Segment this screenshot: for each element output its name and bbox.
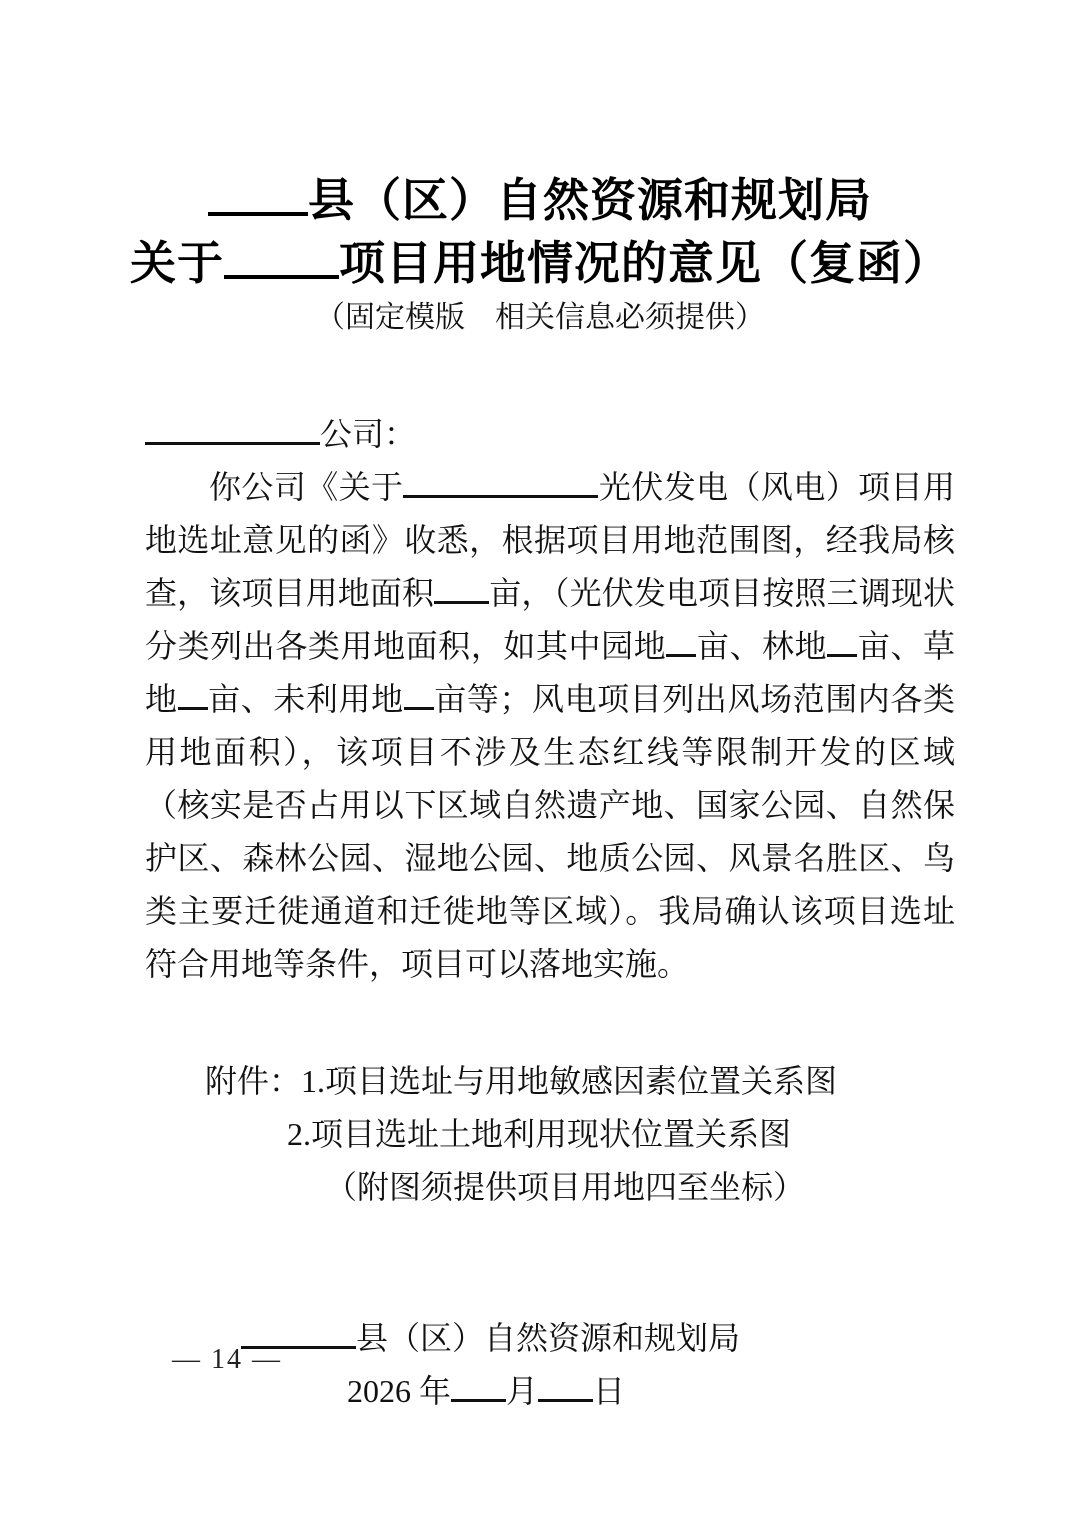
text-run: 日 xyxy=(592,1373,625,1409)
fill-in-blank xyxy=(827,622,857,657)
fill-in-blank xyxy=(666,622,696,657)
text-run: 亩等；风电项目列出风场范围内各类用地面积），该项目不涉及生态红线等限制开发的区域（核实是否占用以下区域自然遗产地、国家公园、自然保护区、森林公园、湿地公园、地质公园、风景名胜区、鸟类主要迁徙通道和迁徙地等区域）。我局确认该项目选址符合用地等条件，项目可以落地实施。 xyxy=(145,681,955,982)
main-paragraph xyxy=(145,461,955,991)
text-run: 亩，（光伏发电项目按照三调现状分类列出各类用地面积，如其中园地 xyxy=(145,575,955,664)
text-run: 亩、未利用地 xyxy=(207,681,404,717)
page-number: — 14 — xyxy=(172,1344,282,1375)
text-run: 关于 xyxy=(130,238,224,289)
attachment-item-1: 附件：1.项目选址与用地敏感因素位置关系图 xyxy=(205,1063,838,1099)
text-run: 光伏发电（风电）项目用地选址意见的函》收悉，根据项目用地范围图，经我局核查，该项目用地面积 xyxy=(145,469,955,611)
text-run: 亩、林地 xyxy=(696,628,828,664)
fill-in-blank xyxy=(178,675,208,710)
title-line-1 xyxy=(0,166,1080,229)
title-subtitle: （固定模版 相关信息必须提供） xyxy=(315,301,765,334)
document-body xyxy=(145,408,955,991)
fill-in-blank xyxy=(451,1367,506,1402)
text-run: 项目用地情况的意见（复函） xyxy=(339,238,950,289)
attachment-item-2: 2.项目选址土地利用现状位置关系图 xyxy=(287,1116,792,1152)
text-run: 公司： xyxy=(320,416,417,452)
text-run: 2026 年 xyxy=(346,1373,451,1409)
attachments-block xyxy=(145,1055,955,1214)
text-run: 月 xyxy=(505,1373,538,1409)
title-block xyxy=(0,0,1080,338)
fill-in-blank xyxy=(404,675,434,710)
fill-in-blank xyxy=(208,166,308,216)
text-run: 县（区）自然资源和规划局 xyxy=(355,1320,740,1356)
text-run: 县（区）自然资源和规划局 xyxy=(308,175,872,226)
fill-in-blank xyxy=(434,569,489,604)
text-run: 你公司《关于 xyxy=(209,469,404,505)
fill-in-blank xyxy=(538,1367,593,1402)
fill-in-blank xyxy=(224,229,339,279)
attachment-note: （附图须提供项目用地四至坐标） xyxy=(325,1169,806,1205)
fill-in-blank xyxy=(403,463,598,498)
fill-in-blank xyxy=(145,410,320,445)
text-run: 亩、草地 xyxy=(145,628,955,717)
salutation-line xyxy=(145,408,955,461)
title-line-2 xyxy=(0,229,1080,292)
